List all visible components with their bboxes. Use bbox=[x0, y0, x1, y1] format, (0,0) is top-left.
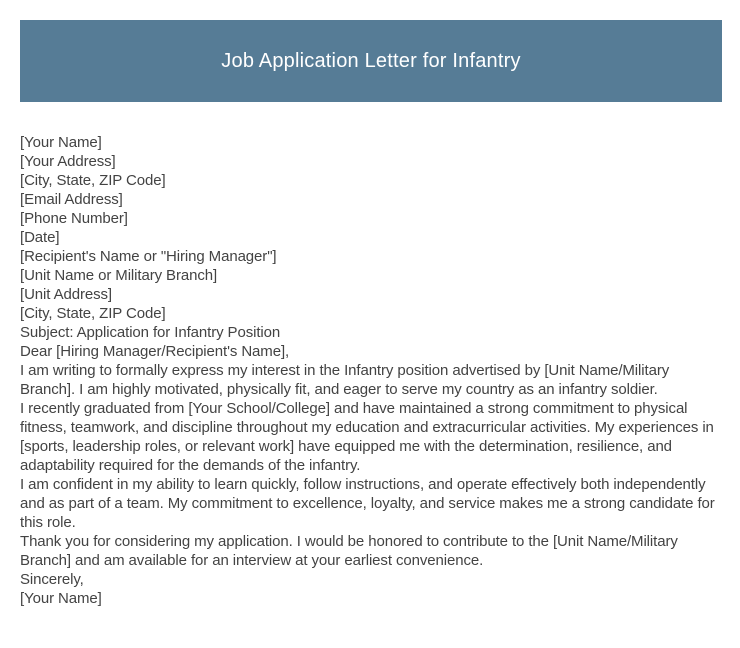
sender-block bbox=[20, 133, 728, 247]
sender-line: [City, State, ZIP Code] bbox=[20, 172, 166, 189]
subject-line: Subject: Application for Infantry Position bbox=[20, 324, 281, 341]
recipient-block bbox=[20, 247, 728, 323]
recipient-line: [Unit Name or Military Branch] bbox=[20, 267, 218, 284]
letter-paragraph: I am confident in my ability to learn quickly, follow instructions, and operate effectively both independently and as part of a team. My commitment to excellence, loyalty, and service makes me a strong candidate for this role. bbox=[20, 476, 715, 531]
sender-line: [Your Name] bbox=[20, 134, 102, 151]
sender-line: [Date] bbox=[20, 229, 60, 246]
document-title: Job Application Letter for Infantry bbox=[221, 49, 521, 72]
letter-paragraph: I am writing to formally express my interest in the Infantry position advertised by [Unit Name/Military Branch]. I am highly motivated, physically fit, and eager to serve my country as an infantry soldier. bbox=[20, 362, 670, 398]
salutation-line: Dear [Hiring Manager/Recipient's Name], bbox=[20, 343, 290, 360]
letter-body bbox=[20, 133, 728, 608]
sender-line: [Your Address] bbox=[20, 153, 116, 170]
document-header bbox=[20, 20, 722, 102]
recipient-line: [Unit Address] bbox=[20, 286, 112, 303]
paragraphs-block bbox=[20, 361, 728, 570]
recipient-line: [City, State, ZIP Code] bbox=[20, 305, 166, 322]
signature-line: [Your Name] bbox=[20, 590, 102, 607]
sender-line: [Email Address] bbox=[20, 191, 123, 208]
sender-line: [Phone Number] bbox=[20, 210, 128, 227]
recipient-line: [Recipient's Name or "Hiring Manager"] bbox=[20, 248, 277, 265]
letter-paragraph: Thank you for considering my application. I would be honored to contribute to the [Unit Name/Military Branch] and am available for an interview at your earliest convenience. bbox=[20, 533, 678, 569]
letter-paragraph: I recently graduated from [Your School/College] and have maintained a strong commitment to physical fitness, teamwork, and discipline throughout my education and extracurricular activities. My experiences in [sports, leadership roles, or relevant work] have equipped me with the determination, resilience, and adaptability required for the demands of the infantry. bbox=[20, 400, 714, 474]
closing-line: Sincerely, bbox=[20, 571, 84, 588]
